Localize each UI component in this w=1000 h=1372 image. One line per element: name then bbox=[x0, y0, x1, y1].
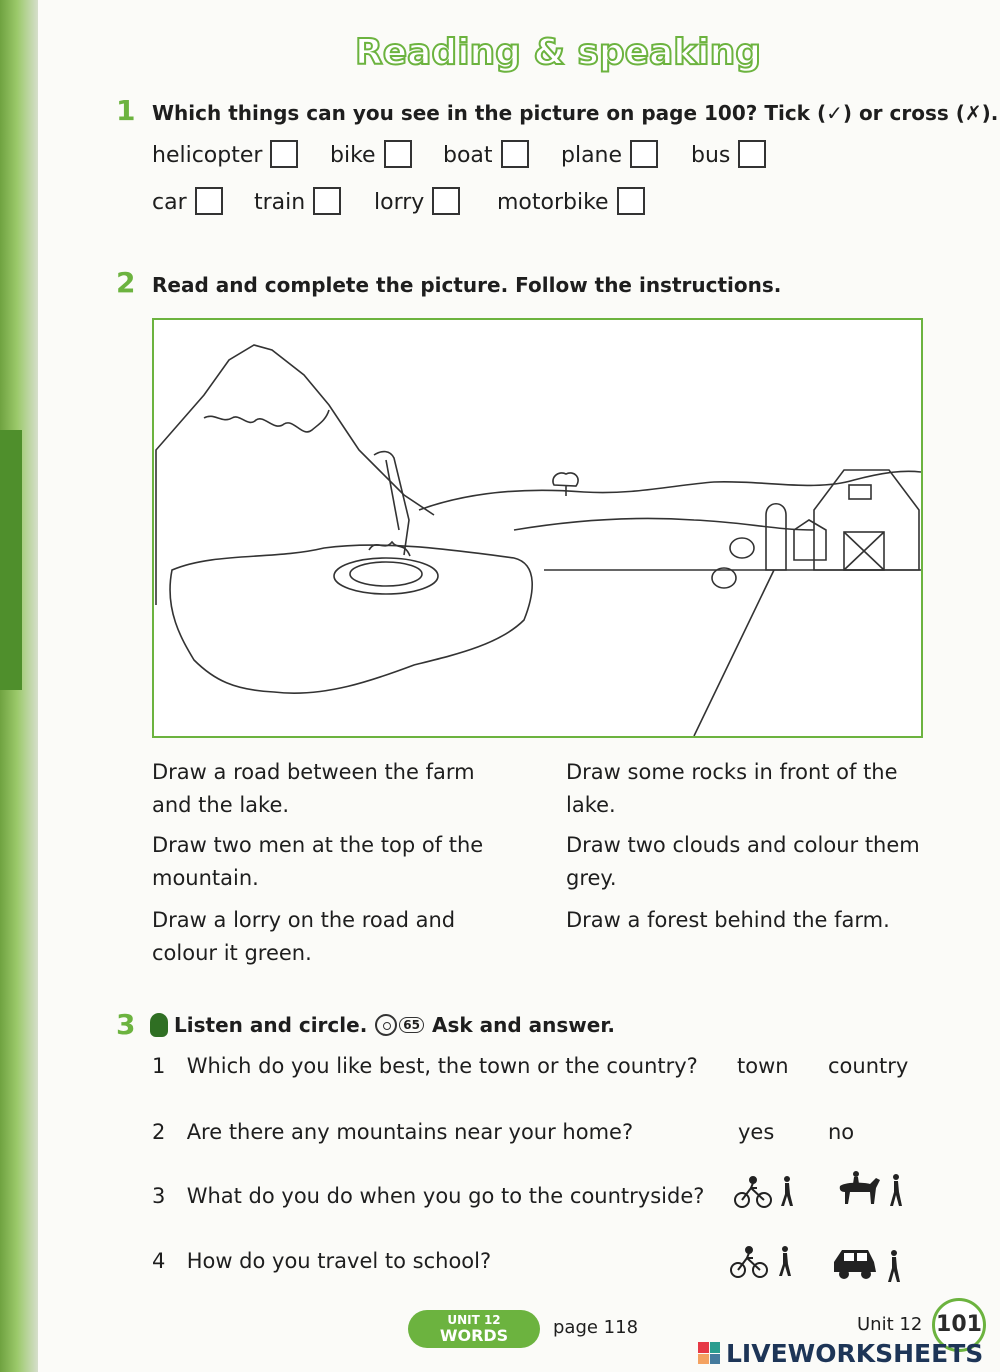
page-number: 101 bbox=[932, 1298, 986, 1352]
tick-item-car bbox=[152, 187, 223, 215]
cycling-icon bbox=[733, 1174, 803, 1210]
question-text: Which do you like best, the town or the country? bbox=[186, 1054, 698, 1078]
tick-item-bus bbox=[691, 140, 766, 168]
question-text: What do you do when you go to the countryside? bbox=[186, 1184, 705, 1208]
lake bbox=[170, 545, 532, 693]
question-number: 3 bbox=[152, 1184, 166, 1208]
unit-pill-bottom: WORDS bbox=[439, 1326, 509, 1345]
tick-box[interactable] bbox=[432, 187, 460, 215]
tick-box[interactable] bbox=[630, 140, 658, 168]
section-3-number: 3 bbox=[116, 1008, 136, 1041]
tick-item-train bbox=[254, 187, 341, 215]
question-3 bbox=[152, 1184, 704, 1208]
tick-label: bus bbox=[691, 143, 731, 168]
microphone-icon bbox=[150, 1013, 168, 1037]
hay-bale bbox=[712, 568, 736, 588]
question-2 bbox=[152, 1120, 633, 1144]
listen-instruction: Listen and circle. bbox=[174, 1013, 368, 1037]
tick-label: plane bbox=[561, 143, 623, 168]
field-boundary bbox=[694, 570, 774, 736]
tick-item-lorry bbox=[374, 187, 460, 215]
walking-icon bbox=[781, 1176, 793, 1206]
option-car-walking[interactable] bbox=[832, 1244, 908, 1290]
tick-box[interactable] bbox=[195, 187, 223, 215]
tick-item-boat bbox=[443, 140, 529, 168]
option-cycling-walking[interactable] bbox=[733, 1174, 803, 1216]
cd-track-icon bbox=[375, 1014, 424, 1036]
cycling-icon bbox=[729, 1244, 801, 1280]
tick-label: bike bbox=[330, 143, 376, 168]
instruction-road: Draw a road between the farm and the lake. bbox=[152, 760, 475, 817]
question-1 bbox=[152, 1054, 698, 1078]
track-number: 65 bbox=[399, 1017, 424, 1033]
tick-box[interactable] bbox=[617, 187, 645, 215]
question-4 bbox=[152, 1249, 491, 1273]
walking-icon bbox=[890, 1174, 902, 1206]
question-number: 4 bbox=[152, 1249, 166, 1273]
option-cycling-walking[interactable] bbox=[729, 1244, 801, 1286]
question-number: 2 bbox=[152, 1120, 166, 1144]
brand-text: LIVEWORKSHEETS bbox=[726, 1338, 984, 1368]
instruction-lorry: Draw a lorry on the road and colour it green. bbox=[152, 908, 456, 965]
waterfall bbox=[374, 452, 409, 555]
walking-icon bbox=[779, 1246, 791, 1276]
tick-item-bike bbox=[330, 140, 412, 168]
question-number: 1 bbox=[152, 1054, 166, 1078]
tree bbox=[553, 473, 578, 496]
tick-label: motorbike bbox=[497, 190, 609, 215]
car-icon bbox=[832, 1244, 908, 1284]
snow-line bbox=[204, 410, 329, 432]
landscape-picture[interactable] bbox=[152, 318, 923, 738]
unit-words-link[interactable] bbox=[408, 1310, 540, 1348]
section-1-instruction: Which things can you see in the picture on page 100? Tick (✓) or cross (✗). bbox=[152, 101, 999, 125]
hay-bale bbox=[730, 538, 754, 558]
option-town[interactable]: town bbox=[737, 1054, 789, 1078]
tick-label: helicopter bbox=[152, 143, 263, 168]
liveworksheets-brand bbox=[698, 1337, 983, 1369]
section-2-instruction: Read and complete the picture. Follow the instructions. bbox=[152, 273, 782, 297]
tick-label: boat bbox=[443, 143, 493, 168]
tick-box[interactable] bbox=[313, 187, 341, 215]
option-country[interactable]: country bbox=[828, 1054, 909, 1078]
tick-item-motorbike bbox=[497, 187, 645, 215]
liveworksheets-logo-icon bbox=[698, 1342, 720, 1364]
tick-box[interactable] bbox=[738, 140, 766, 168]
silo bbox=[766, 504, 786, 570]
mountain-outline bbox=[156, 345, 434, 605]
ask-instruction: Ask and answer. bbox=[432, 1013, 615, 1037]
section-2-number: 2 bbox=[116, 266, 136, 299]
tick-label: lorry bbox=[374, 190, 425, 215]
question-text: Are there any mountains near your home? bbox=[186, 1120, 634, 1144]
tick-item-plane bbox=[561, 140, 658, 168]
option-horse-riding-walking[interactable] bbox=[836, 1170, 908, 1216]
walking-icon bbox=[888, 1250, 900, 1282]
section-1-number: 1 bbox=[116, 94, 136, 127]
tick-item-helicopter bbox=[152, 140, 298, 168]
tick-box[interactable] bbox=[270, 140, 298, 168]
section-3-instruction bbox=[150, 1013, 615, 1037]
option-no[interactable]: no bbox=[828, 1120, 855, 1144]
instruction-men: Draw two men at the top of the mountain. bbox=[152, 833, 484, 890]
page-reference: page 118 bbox=[553, 1317, 639, 1338]
horse-riding-icon bbox=[836, 1170, 908, 1210]
tick-label: train bbox=[254, 190, 306, 215]
instruction-forest: Draw a forest behind the farm. bbox=[566, 908, 890, 932]
cd-icon bbox=[375, 1014, 397, 1036]
option-yes[interactable]: yes bbox=[738, 1120, 775, 1144]
distant-hills bbox=[419, 471, 921, 510]
spine-image-strip bbox=[0, 430, 22, 690]
tick-label: car bbox=[152, 190, 187, 215]
page-title: Reading & speaking bbox=[355, 32, 761, 73]
question-text: How do you travel to school? bbox=[186, 1249, 492, 1273]
instruction-clouds: Draw two clouds and colour them grey. bbox=[566, 833, 920, 890]
tick-box[interactable] bbox=[384, 140, 412, 168]
unit-label: Unit 12 bbox=[857, 1314, 923, 1335]
tick-box[interactable] bbox=[501, 140, 529, 168]
instruction-rocks: Draw some rocks in front of the lake. bbox=[566, 760, 898, 817]
landscape-drawing bbox=[154, 320, 921, 736]
unit-pill-top: UNIT 12 bbox=[447, 1313, 501, 1327]
